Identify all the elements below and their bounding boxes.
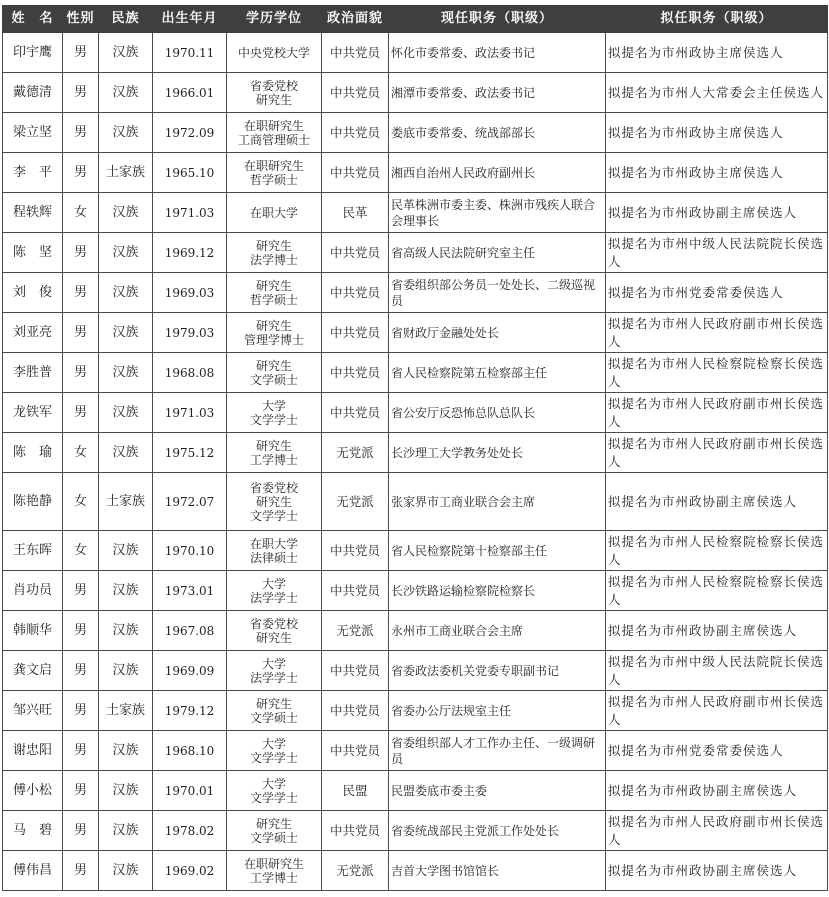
table-row [3, 691, 828, 731]
cell-gender: 男 [63, 233, 99, 273]
cell-name: 谢忠阳 [3, 731, 63, 771]
cell-education: 大学 文学学士 [227, 771, 322, 811]
cell-proposed-position: 拟提名为市州人民检察院检察长侯选人 [606, 571, 828, 611]
cell-education: 省委党校 研究生 [227, 73, 322, 113]
cell-gender: 男 [63, 153, 99, 193]
table-row [3, 651, 828, 691]
cell-name: 李胜普 [3, 353, 63, 393]
cell-gender: 男 [63, 113, 99, 153]
cell-name: 梁立坚 [3, 113, 63, 153]
cell-proposed-position: 拟提名为市州政协副主席侯选人 [606, 193, 828, 233]
cell-political-status: 中共党员 [322, 233, 389, 273]
cell-birth: 1970.01 [153, 771, 227, 811]
cell-political-status: 无党派 [322, 851, 389, 891]
cell-name: 李 平 [3, 153, 63, 193]
cell-education: 中央党校大学 [227, 33, 322, 73]
cell-political-status: 中共党员 [322, 33, 389, 73]
table-row [3, 193, 828, 233]
table-row [3, 731, 828, 771]
table-row [3, 353, 828, 393]
header-birth: 出生年月 [153, 6, 227, 33]
header-ethnicity: 民族 [99, 6, 153, 33]
cell-current-position: 省财政厅金融处处长 [389, 313, 606, 353]
cell-education: 省委党校 研究生 [227, 611, 322, 651]
cell-education: 研究生 工学博士 [227, 433, 322, 473]
cell-proposed-position: 拟提名为市州人民检察院检察长侯选人 [606, 353, 828, 393]
cell-political-status: 民革 [322, 193, 389, 233]
cell-education: 研究生 法学博士 [227, 233, 322, 273]
cell-ethnicity: 土家族 [99, 153, 153, 193]
cell-proposed-position: 拟提名为市州人民检察院检察长侯选人 [606, 531, 828, 571]
table-row [3, 33, 828, 73]
header-education: 学历学位 [227, 6, 322, 33]
cell-current-position: 怀化市委常委、政法委书记 [389, 33, 606, 73]
cell-political-status: 中共党员 [322, 531, 389, 571]
cell-name: 刘 俊 [3, 273, 63, 313]
cell-current-position: 省高级人民法院研究室主任 [389, 233, 606, 273]
cell-proposed-position: 拟提名为市州政协主席侯选人 [606, 113, 828, 153]
cell-ethnicity: 汉族 [99, 571, 153, 611]
cell-current-position: 长沙理工大学教务处处长 [389, 433, 606, 473]
cell-birth: 1975.12 [153, 433, 227, 473]
cell-political-status: 无党派 [322, 433, 389, 473]
cell-gender: 女 [63, 433, 99, 473]
cell-name: 邹兴旺 [3, 691, 63, 731]
cell-proposed-position: 拟提名为市州政协副主席侯选人 [606, 771, 828, 811]
cell-proposed-position: 拟提名为市州人大常委会主任侯选人 [606, 73, 828, 113]
cell-proposed-position: 拟提名为市州人民政府副市州长侯选人 [606, 313, 828, 353]
cell-current-position: 省委组织部公务员一处处长、二级巡视员 [389, 273, 606, 313]
cell-education: 研究生 文学硕士 [227, 353, 322, 393]
cell-current-position: 吉首大学图书馆馆长 [389, 851, 606, 891]
cell-birth: 1969.09 [153, 651, 227, 691]
cell-political-status: 中共党员 [322, 811, 389, 851]
cell-ethnicity: 汉族 [99, 811, 153, 851]
cell-current-position: 省委政法委机关党委专职副书记 [389, 651, 606, 691]
cell-name: 印宇鹰 [3, 33, 63, 73]
cell-education: 研究生 管理学博士 [227, 313, 322, 353]
table-row [3, 433, 828, 473]
cell-gender: 男 [63, 393, 99, 433]
cell-birth: 1967.08 [153, 611, 227, 651]
cell-current-position: 省委组织部人才工作办主任、一级调研员 [389, 731, 606, 771]
cell-political-status: 中共党员 [322, 393, 389, 433]
cell-ethnicity: 汉族 [99, 353, 153, 393]
cell-proposed-position: 拟提名为市州人民政府副市州长侯选人 [606, 393, 828, 433]
cell-name: 肖功员 [3, 571, 63, 611]
table-row [3, 393, 828, 433]
cell-name: 王东晖 [3, 531, 63, 571]
cell-proposed-position: 拟提名为市州中级人民法院院长侯选人 [606, 233, 828, 273]
cell-education: 大学 文学学士 [227, 731, 322, 771]
cell-proposed-position: 拟提名为市州政协主席侯选人 [606, 153, 828, 193]
table-row [3, 473, 828, 531]
cell-education: 在职大学 [227, 193, 322, 233]
cell-name: 陈 瑜 [3, 433, 63, 473]
cell-birth: 1965.10 [153, 153, 227, 193]
table-row [3, 233, 828, 273]
candidates-table [2, 5, 828, 891]
cell-gender: 女 [63, 193, 99, 233]
cell-birth: 1969.03 [153, 273, 227, 313]
cell-current-position: 娄底市委常委、统战部部长 [389, 113, 606, 153]
cell-education: 在职研究生 工学博士 [227, 851, 322, 891]
cell-proposed-position: 拟提名为市州政协副主席侯选人 [606, 611, 828, 651]
cell-proposed-position: 拟提名为市州人民政府副市州长侯选人 [606, 811, 828, 851]
header-row [3, 6, 828, 33]
cell-ethnicity: 汉族 [99, 771, 153, 811]
cell-education: 大学 文学学士 [227, 393, 322, 433]
table-body [3, 33, 828, 891]
cell-gender: 男 [63, 33, 99, 73]
cell-current-position: 湘西自治州人民政府副州长 [389, 153, 606, 193]
cell-name: 龚文启 [3, 651, 63, 691]
cell-current-position: 省人民检察院第十检察部主任 [389, 531, 606, 571]
cell-gender: 女 [63, 473, 99, 531]
cell-political-status: 中共党员 [322, 113, 389, 153]
cell-proposed-position: 拟提名为市州政协副主席侯选人 [606, 473, 828, 531]
cell-political-status: 中共党员 [322, 353, 389, 393]
cell-gender: 男 [63, 851, 99, 891]
cell-current-position: 民盟娄底市委主委 [389, 771, 606, 811]
cell-education: 研究生 哲学硕士 [227, 273, 322, 313]
cell-ethnicity: 汉族 [99, 273, 153, 313]
cell-gender: 男 [63, 313, 99, 353]
cell-birth: 1979.12 [153, 691, 227, 731]
table-row [3, 811, 828, 851]
table-row [3, 571, 828, 611]
cell-birth: 1971.03 [153, 193, 227, 233]
cell-gender: 男 [63, 273, 99, 313]
cell-birth: 1970.11 [153, 33, 227, 73]
cell-current-position: 省人民检察院第五检察部主任 [389, 353, 606, 393]
table-row [3, 153, 828, 193]
cell-birth: 1971.03 [153, 393, 227, 433]
cell-gender: 男 [63, 731, 99, 771]
cell-birth: 1970.10 [153, 531, 227, 571]
cell-current-position: 省公安厅反恐怖总队总队长 [389, 393, 606, 433]
cell-current-position: 湘潭市委常委、政法委书记 [389, 73, 606, 113]
cell-ethnicity: 汉族 [99, 611, 153, 651]
table-row [3, 531, 828, 571]
cell-name: 程轶辉 [3, 193, 63, 233]
cell-education: 大学 法学学士 [227, 651, 322, 691]
cell-birth: 1972.09 [153, 113, 227, 153]
cell-name: 刘亚亮 [3, 313, 63, 353]
cell-current-position: 长沙铁路运输检察院检察长 [389, 571, 606, 611]
cell-birth: 1968.08 [153, 353, 227, 393]
cell-ethnicity: 土家族 [99, 691, 153, 731]
cell-political-status: 中共党员 [322, 313, 389, 353]
cell-ethnicity: 汉族 [99, 73, 153, 113]
cell-political-status: 民盟 [322, 771, 389, 811]
cell-proposed-position: 拟提名为市州党委常委侯选人 [606, 731, 828, 771]
table-row [3, 771, 828, 811]
cell-ethnicity: 土家族 [99, 473, 153, 531]
cell-political-status: 中共党员 [322, 651, 389, 691]
cell-ethnicity: 汉族 [99, 851, 153, 891]
cell-political-status: 中共党员 [322, 153, 389, 193]
cell-gender: 男 [63, 73, 99, 113]
cell-proposed-position: 拟提名为市州人民政府副市州长侯选人 [606, 691, 828, 731]
cell-proposed-position: 拟提名为市州人民政府副市州长侯选人 [606, 433, 828, 473]
cell-birth: 1969.02 [153, 851, 227, 891]
cell-education: 在职大学 法律硕士 [227, 531, 322, 571]
header-gender: 性别 [63, 6, 99, 33]
cell-ethnicity: 汉族 [99, 393, 153, 433]
cell-proposed-position: 拟提名为市州中级人民法院院长侯选人 [606, 651, 828, 691]
header-political-status: 政治面貌 [322, 6, 389, 33]
cell-birth: 1972.07 [153, 473, 227, 531]
cell-political-status: 中共党员 [322, 273, 389, 313]
cell-current-position: 省委办公厅法规室主任 [389, 691, 606, 731]
table-row [3, 851, 828, 891]
cell-name: 韩顺华 [3, 611, 63, 651]
cell-name: 陈 坚 [3, 233, 63, 273]
cell-ethnicity: 汉族 [99, 731, 153, 771]
table-row [3, 273, 828, 313]
table-row [3, 113, 828, 153]
cell-birth: 1973.01 [153, 571, 227, 611]
header-proposed-position: 拟任职务（职级） [606, 6, 828, 33]
header-name: 姓 名 [3, 6, 63, 33]
cell-ethnicity: 汉族 [99, 193, 153, 233]
cell-name: 傅小松 [3, 771, 63, 811]
cell-current-position: 民革株洲市委主委、株洲市残疾人联合会理事长 [389, 193, 606, 233]
cell-gender: 男 [63, 611, 99, 651]
cell-gender: 男 [63, 571, 99, 611]
cell-birth: 1979.03 [153, 313, 227, 353]
cell-birth: 1968.10 [153, 731, 227, 771]
cell-birth: 1978.02 [153, 811, 227, 851]
cell-ethnicity: 汉族 [99, 651, 153, 691]
cell-gender: 男 [63, 691, 99, 731]
cell-education: 在职研究生 哲学硕士 [227, 153, 322, 193]
cell-ethnicity: 汉族 [99, 433, 153, 473]
cell-proposed-position: 拟提名为市州政协主席侯选人 [606, 33, 828, 73]
cell-name: 戴德清 [3, 73, 63, 113]
cell-education: 研究生 文学硕士 [227, 691, 322, 731]
cell-political-status: 中共党员 [322, 731, 389, 771]
cell-current-position: 永州市工商业联合会主席 [389, 611, 606, 651]
cell-current-position: 张家界市工商业联合会主席 [389, 473, 606, 531]
cell-gender: 男 [63, 651, 99, 691]
cell-education: 大学 法学学士 [227, 571, 322, 611]
cell-education: 省委党校 研究生 文学学士 [227, 473, 322, 531]
cell-proposed-position: 拟提名为市州党委常委侯选人 [606, 273, 828, 313]
cell-gender: 女 [63, 531, 99, 571]
cell-gender: 男 [63, 353, 99, 393]
cell-political-status: 无党派 [322, 611, 389, 651]
cell-education: 研究生 文学硕士 [227, 811, 322, 851]
cell-gender: 男 [63, 811, 99, 851]
cell-current-position: 省委统战部民主党派工作处处长 [389, 811, 606, 851]
cell-ethnicity: 汉族 [99, 33, 153, 73]
table-row [3, 313, 828, 353]
table-row [3, 73, 828, 113]
cell-proposed-position: 拟提名为市州政协副主席侯选人 [606, 851, 828, 891]
cell-political-status: 中共党员 [322, 691, 389, 731]
cell-name: 马 碧 [3, 811, 63, 851]
cell-education: 在职研究生 工商管理硕士 [227, 113, 322, 153]
cell-ethnicity: 汉族 [99, 313, 153, 353]
cell-ethnicity: 汉族 [99, 233, 153, 273]
table-row [3, 611, 828, 651]
cell-name: 陈艳静 [3, 473, 63, 531]
cell-birth: 1966.01 [153, 73, 227, 113]
cell-ethnicity: 汉族 [99, 531, 153, 571]
cell-political-status: 中共党员 [322, 73, 389, 113]
cell-political-status: 中共党员 [322, 571, 389, 611]
cell-birth: 1969.12 [153, 233, 227, 273]
cell-name: 龙铁军 [3, 393, 63, 433]
header-current-position: 现任职务（职级） [389, 6, 606, 33]
cell-ethnicity: 汉族 [99, 113, 153, 153]
cell-gender: 男 [63, 771, 99, 811]
cell-name: 傅伟昌 [3, 851, 63, 891]
cell-political-status: 无党派 [322, 473, 389, 531]
